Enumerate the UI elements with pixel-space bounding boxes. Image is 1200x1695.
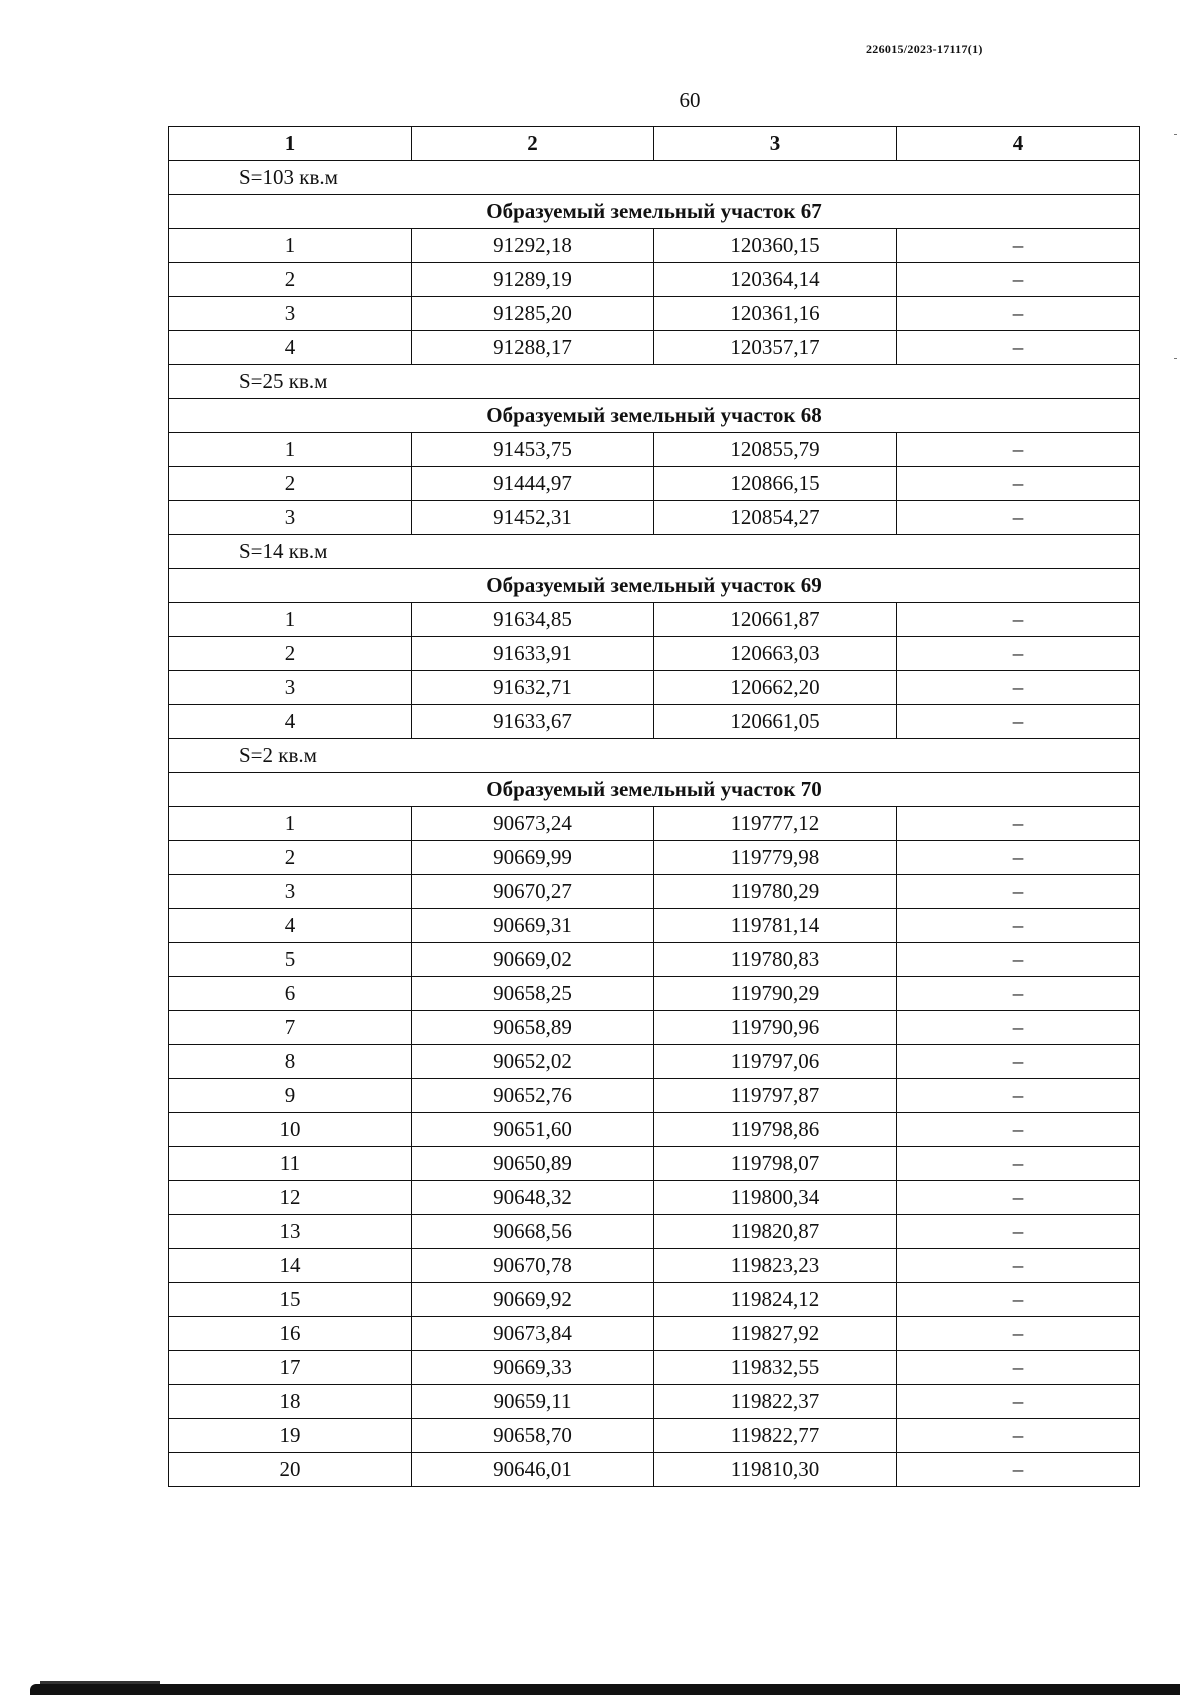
table-row (169, 603, 1140, 637)
area-value: S=25 кв.м (169, 365, 1140, 399)
note-cell: – (897, 433, 1140, 467)
note-cell: – (897, 501, 1140, 535)
table-row (169, 1147, 1140, 1181)
note-cell: – (897, 671, 1140, 705)
coordinate-x-cell: 90668,56 (412, 1215, 654, 1249)
coordinate-x-cell: 91285,20 (412, 297, 654, 331)
coordinate-x-cell: 90658,89 (412, 1011, 654, 1045)
document-registration-number: 226015/2023-17117(1) (866, 42, 983, 56)
point-number-cell: 4 (169, 909, 412, 943)
note-cell: – (897, 1147, 1140, 1181)
coordinate-y-cell: 120361,16 (654, 297, 897, 331)
table-row (169, 1011, 1140, 1045)
point-number-cell: 8 (169, 1045, 412, 1079)
coordinate-y-cell: 120661,87 (654, 603, 897, 637)
coordinate-x-cell: 91634,85 (412, 603, 654, 637)
header-row (169, 127, 1140, 161)
coordinate-y-cell: 119800,34 (654, 1181, 897, 1215)
column-header-1: 1 (169, 127, 412, 161)
point-number-cell: 3 (169, 875, 412, 909)
note-cell: – (897, 331, 1140, 365)
note-cell: – (897, 943, 1140, 977)
point-number-cell: 14 (169, 1249, 412, 1283)
note-cell: – (897, 637, 1140, 671)
point-number-cell: 13 (169, 1215, 412, 1249)
table-row (169, 637, 1140, 671)
table-row (169, 807, 1140, 841)
area-row (169, 535, 1140, 569)
note-cell: – (897, 1249, 1140, 1283)
coordinate-x-cell: 90652,02 (412, 1045, 654, 1079)
point-number-cell: 1 (169, 433, 412, 467)
coordinate-x-cell: 91453,75 (412, 433, 654, 467)
scan-edge-mark (1174, 134, 1177, 135)
table-row (169, 841, 1140, 875)
point-number-cell: 3 (169, 297, 412, 331)
coordinate-y-cell: 119790,96 (654, 1011, 897, 1045)
coordinate-y-cell: 119824,12 (654, 1283, 897, 1317)
point-number-cell: 3 (169, 501, 412, 535)
table-row (169, 1045, 1140, 1079)
plot-title: Образуемый земельный участок 68 (169, 399, 1140, 433)
point-number-cell: 10 (169, 1113, 412, 1147)
coordinate-y-cell: 120663,03 (654, 637, 897, 671)
plot-title-row (169, 569, 1140, 603)
coordinate-y-cell: 119798,86 (654, 1113, 897, 1147)
table-row (169, 1385, 1140, 1419)
coordinate-x-cell: 90669,31 (412, 909, 654, 943)
point-number-cell: 4 (169, 705, 412, 739)
coordinate-y-cell: 119779,98 (654, 841, 897, 875)
coordinate-x-cell: 91633,91 (412, 637, 654, 671)
point-number-cell: 20 (169, 1453, 412, 1487)
coordinate-x-cell: 91444,97 (412, 467, 654, 501)
point-number-cell: 16 (169, 1317, 412, 1351)
table-row (169, 977, 1140, 1011)
coordinate-y-cell: 119820,87 (654, 1215, 897, 1249)
coordinate-y-cell: 119780,83 (654, 943, 897, 977)
point-number-cell: 1 (169, 229, 412, 263)
coordinate-x-cell: 90646,01 (412, 1453, 654, 1487)
coordinate-y-cell: 119832,55 (654, 1351, 897, 1385)
note-cell: – (897, 1385, 1140, 1419)
coordinate-x-cell: 91292,18 (412, 229, 654, 263)
coordinate-x-cell: 91452,31 (412, 501, 654, 535)
coordinate-x-cell: 90659,11 (412, 1385, 654, 1419)
plot-title-row (169, 399, 1140, 433)
point-number-cell: 2 (169, 263, 412, 297)
table-row (169, 229, 1140, 263)
note-cell: – (897, 875, 1140, 909)
point-number-cell: 9 (169, 1079, 412, 1113)
coordinate-y-cell: 119797,06 (654, 1045, 897, 1079)
area-row (169, 365, 1140, 399)
area-value: S=2 кв.м (169, 739, 1140, 773)
table-row (169, 671, 1140, 705)
table-row (169, 501, 1140, 535)
point-number-cell: 17 (169, 1351, 412, 1385)
coordinate-x-cell: 90650,89 (412, 1147, 654, 1181)
coordinate-y-cell: 120866,15 (654, 467, 897, 501)
plot-title-row (169, 773, 1140, 807)
coordinate-x-cell: 90669,92 (412, 1283, 654, 1317)
note-cell: – (897, 807, 1140, 841)
table-row (169, 1079, 1140, 1113)
note-cell: – (897, 1317, 1140, 1351)
point-number-cell: 2 (169, 637, 412, 671)
table-row (169, 1283, 1140, 1317)
note-cell: – (897, 263, 1140, 297)
table-row (169, 1351, 1140, 1385)
note-cell: – (897, 1351, 1140, 1385)
table-row (169, 467, 1140, 501)
point-number-cell: 2 (169, 467, 412, 501)
coordinate-x-cell: 91289,19 (412, 263, 654, 297)
note-cell: – (897, 467, 1140, 501)
area-value: S=103 кв.м (169, 161, 1140, 195)
area-value: S=14 кв.м (169, 535, 1140, 569)
column-header-4: 4 (897, 127, 1140, 161)
coordinate-y-cell: 119823,23 (654, 1249, 897, 1283)
coordinate-y-cell: 119822,37 (654, 1385, 897, 1419)
coordinate-y-cell: 119781,14 (654, 909, 897, 943)
table-header (169, 127, 1140, 161)
coordinate-y-cell: 120661,05 (654, 705, 897, 739)
note-cell: – (897, 705, 1140, 739)
coordinate-x-cell: 90673,24 (412, 807, 654, 841)
point-number-cell: 3 (169, 671, 412, 705)
coordinate-y-cell: 120360,15 (654, 229, 897, 263)
note-cell: – (897, 1181, 1140, 1215)
coordinate-x-cell: 91633,67 (412, 705, 654, 739)
scan-bottom-edge (30, 1684, 1180, 1695)
table-row (169, 943, 1140, 977)
coordinate-x-cell: 90670,27 (412, 875, 654, 909)
coordinate-y-cell: 119827,92 (654, 1317, 897, 1351)
coordinate-y-cell: 119798,07 (654, 1147, 897, 1181)
coordinate-y-cell: 119810,30 (654, 1453, 897, 1487)
coordinate-x-cell: 90669,02 (412, 943, 654, 977)
table-row (169, 433, 1140, 467)
table-row (169, 1419, 1140, 1453)
table-row (169, 875, 1140, 909)
note-cell: – (897, 1011, 1140, 1045)
coordinate-y-cell: 120855,79 (654, 433, 897, 467)
note-cell: – (897, 297, 1140, 331)
table-row (169, 331, 1140, 365)
note-cell: – (897, 909, 1140, 943)
coordinate-y-cell: 120854,27 (654, 501, 897, 535)
table-row (169, 1181, 1140, 1215)
point-number-cell: 2 (169, 841, 412, 875)
coordinate-y-cell: 119790,29 (654, 977, 897, 1011)
coordinate-x-cell: 91632,71 (412, 671, 654, 705)
coordinate-x-cell: 90658,70 (412, 1419, 654, 1453)
table-row (169, 1317, 1140, 1351)
coordinate-x-cell: 90673,84 (412, 1317, 654, 1351)
coordinate-x-cell: 90658,25 (412, 977, 654, 1011)
scan-edge-mark (1174, 358, 1177, 359)
plot-title: Образуемый земельный участок 70 (169, 773, 1140, 807)
plot-title: Образуемый земельный участок 67 (169, 195, 1140, 229)
point-number-cell: 19 (169, 1419, 412, 1453)
coordinate-x-cell: 90648,32 (412, 1181, 654, 1215)
plot-title-row (169, 195, 1140, 229)
note-cell: – (897, 1419, 1140, 1453)
note-cell: – (897, 977, 1140, 1011)
area-row (169, 739, 1140, 773)
note-cell: – (897, 1453, 1140, 1487)
point-number-cell: 1 (169, 603, 412, 637)
point-number-cell: 4 (169, 331, 412, 365)
coordinate-x-cell: 91288,17 (412, 331, 654, 365)
plot-title: Образуемый земельный участок 69 (169, 569, 1140, 603)
coordinate-x-cell: 90670,78 (412, 1249, 654, 1283)
coordinate-y-cell: 120357,17 (654, 331, 897, 365)
coordinate-x-cell: 90669,33 (412, 1351, 654, 1385)
table-row (169, 263, 1140, 297)
coordinate-y-cell: 119797,87 (654, 1079, 897, 1113)
table-row (169, 705, 1140, 739)
coordinates-table (168, 126, 1140, 1487)
column-header-2: 2 (412, 127, 654, 161)
table-row (169, 1453, 1140, 1487)
coordinate-y-cell: 119780,29 (654, 875, 897, 909)
note-cell: – (897, 1215, 1140, 1249)
point-number-cell: 18 (169, 1385, 412, 1419)
note-cell: – (897, 1079, 1140, 1113)
note-cell: – (897, 1113, 1140, 1147)
point-number-cell: 11 (169, 1147, 412, 1181)
point-number-cell: 5 (169, 943, 412, 977)
point-number-cell: 12 (169, 1181, 412, 1215)
page-number: 60 (679, 88, 701, 112)
point-number-cell: 1 (169, 807, 412, 841)
coordinate-y-cell: 119777,12 (654, 807, 897, 841)
coordinate-x-cell: 90651,60 (412, 1113, 654, 1147)
coordinate-y-cell: 119822,77 (654, 1419, 897, 1453)
note-cell: – (897, 1045, 1140, 1079)
table-row (169, 297, 1140, 331)
table-body (169, 161, 1140, 1487)
note-cell: – (897, 229, 1140, 263)
column-header-3: 3 (654, 127, 897, 161)
table-row (169, 1113, 1140, 1147)
coordinate-y-cell: 120364,14 (654, 263, 897, 297)
coordinate-x-cell: 90652,76 (412, 1079, 654, 1113)
area-row (169, 161, 1140, 195)
coordinate-y-cell: 120662,20 (654, 671, 897, 705)
note-cell: – (897, 1283, 1140, 1317)
point-number-cell: 7 (169, 1011, 412, 1045)
note-cell: – (897, 841, 1140, 875)
coordinate-x-cell: 90669,99 (412, 841, 654, 875)
table-row (169, 1215, 1140, 1249)
table-row (169, 1249, 1140, 1283)
note-cell: – (897, 603, 1140, 637)
point-number-cell: 6 (169, 977, 412, 1011)
table-row (169, 909, 1140, 943)
point-number-cell: 15 (169, 1283, 412, 1317)
